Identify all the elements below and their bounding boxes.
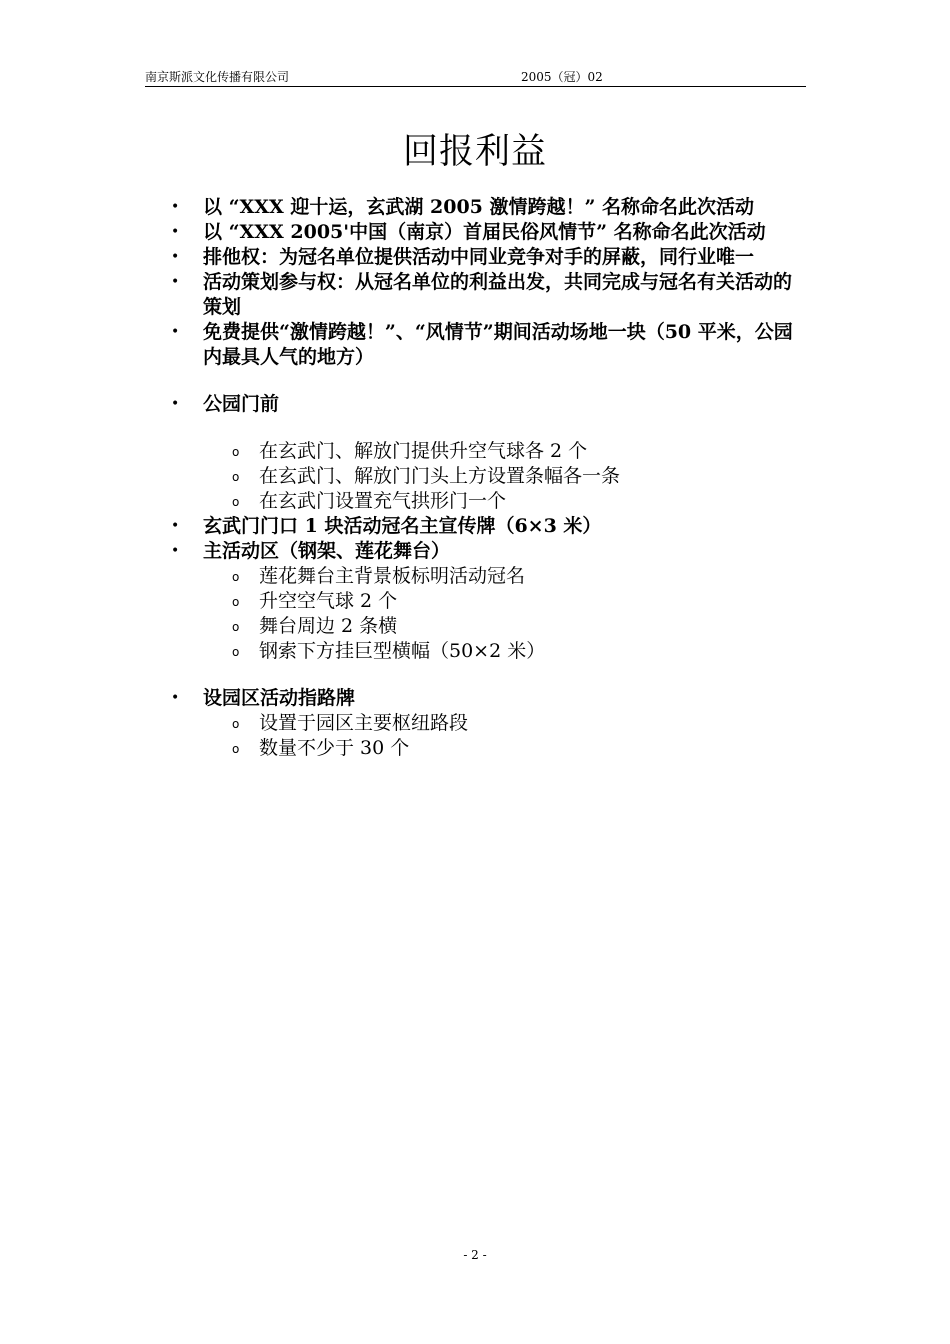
sub-list-item-text: 舞台周边 2 条横 (259, 615, 398, 637)
circle-bullet-icon: o (232, 645, 240, 659)
page-header (145, 66, 806, 87)
section-signs (168, 686, 810, 711)
circle-bullet-icon: o (232, 495, 240, 509)
bullet-icon: • (171, 224, 180, 240)
sub-list-item-text: 莲花舞台主背景板标明活动冠名 (259, 565, 526, 587)
section-label: 公园门前 (203, 393, 280, 415)
list-item-text: 排他权：为冠名单位提供活动中同业竞争对手的屏蔽，同行业唯一 (203, 246, 755, 268)
circle-bullet-icon: o (232, 742, 240, 756)
list-item-text: 活动策划参与权：从冠名单位的利益出发，共同完成与冠名有关活动的策划 (203, 271, 793, 318)
bullet-icon: • (171, 199, 180, 215)
section-label: 玄武门门口 1 块活动冠名主宣传牌（6×3 米） (203, 515, 602, 537)
sub-list-item (168, 614, 810, 639)
list-item (168, 245, 810, 270)
section-main-area (168, 539, 810, 564)
page-number: - 2 - (463, 1248, 487, 1262)
section-label: 主活动区（钢架、莲花舞台） (203, 540, 451, 562)
list-item (168, 270, 810, 320)
circle-bullet-icon: o (232, 717, 240, 731)
signs-sublist (168, 711, 810, 761)
circle-bullet-icon: o (232, 445, 240, 459)
sub-list-item-text: 在玄武门设置充气拱形门一个 (259, 490, 507, 512)
park-gate-sublist (168, 439, 810, 514)
page-title: 回报利益 (402, 132, 547, 172)
list-item-text: 免费提供“激情跨越！”、“风情节”期间活动场地一块（50 平米，公园内最具人气的地方） (203, 321, 793, 368)
list-item (168, 220, 810, 245)
bullet-icon: • (171, 543, 180, 559)
bullet-icon: • (171, 274, 180, 290)
circle-bullet-icon: o (232, 595, 240, 609)
document-body (168, 195, 810, 761)
bullet-icon: • (171, 324, 180, 340)
list-item (168, 320, 810, 370)
circle-bullet-icon: o (232, 470, 240, 484)
section-park-gate (168, 392, 810, 417)
list-item-text: 以 “XXX 2005'中国（南京）首届民俗风情节” 名称命名此次活动 (203, 221, 766, 243)
sub-list-item-text: 数量不少于 30 个 (259, 737, 410, 759)
company-name: 南京斯派文化传播有限公司 (145, 70, 290, 84)
section-label: 设园区活动指路牌 (203, 687, 356, 709)
bullet-icon: • (171, 249, 180, 265)
sub-list-item-text: 设置于园区主要枢纽路段 (259, 712, 469, 734)
sub-list-item (168, 489, 810, 514)
bullet-icon: • (171, 690, 180, 706)
sub-list-item-text: 钢索下方挂巨型横幅（50×2 米） (259, 640, 546, 662)
sub-list-item (168, 564, 810, 589)
circle-bullet-icon: o (232, 620, 240, 634)
list-item (168, 195, 810, 220)
sub-list-item-text: 在玄武门、解放门门头上方设置条幅各一条 (259, 465, 621, 487)
document-number: 2005（冠）02 (521, 70, 603, 84)
sub-list-item-text: 升空空气球 2 个 (259, 590, 398, 612)
sub-list-item (168, 639, 810, 664)
circle-bullet-icon: o (232, 570, 240, 584)
bullet-icon: • (171, 396, 180, 412)
sub-list-item (168, 589, 810, 614)
sub-list-item (168, 736, 810, 761)
sub-list-item (168, 439, 810, 464)
main-area-sublist (168, 564, 810, 664)
sub-list-item (168, 711, 810, 736)
bullet-icon: • (171, 518, 180, 534)
sub-list-item-text: 在玄武门、解放门提供升空气球各 2 个 (259, 440, 588, 462)
list-item-text: 以 “XXX 迎十运，玄武湖 2005 激情跨越！” 名称命名此次活动 (203, 196, 755, 218)
sub-list-item (168, 464, 810, 489)
section-xuanwu-gate (168, 514, 810, 539)
